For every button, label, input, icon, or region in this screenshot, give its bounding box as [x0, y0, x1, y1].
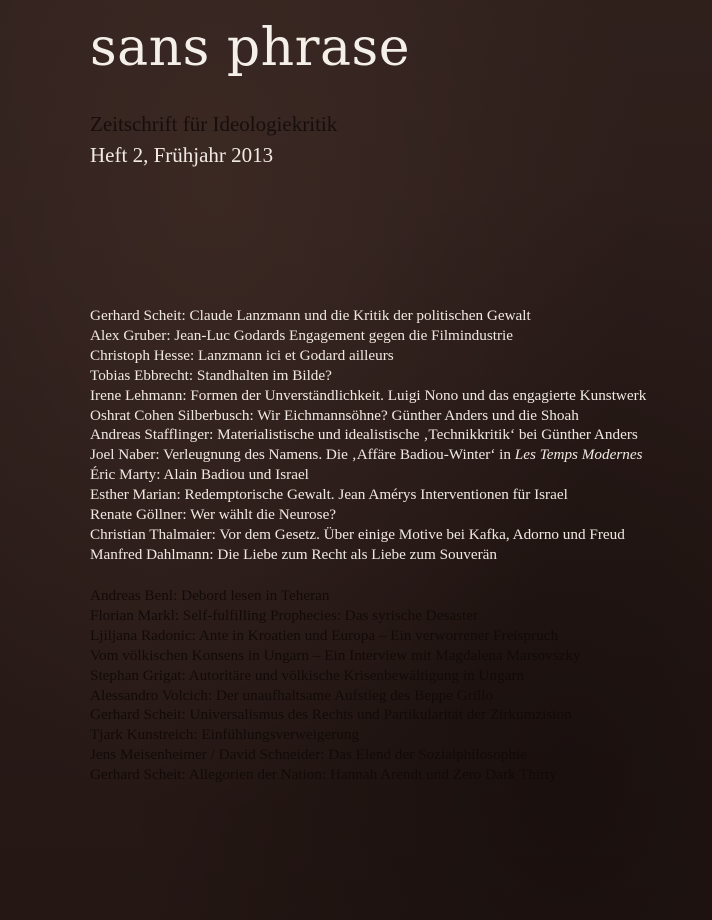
contents-list-main [90, 306, 646, 565]
contents-entry: Stephan Grigat: Autoritäre und völkische Krisenbewältigung in Ungarn [90, 666, 525, 684]
contents-entry: Éric Marty: Alain Badiou und Israel [90, 466, 309, 484]
contents-entry-text: Joel Naber: Verleugnung des Namens. Die ‚Affäre Badiou-Winter‘ in [90, 446, 515, 464]
issue-label: Heft 2, Frühjahr 2013 [90, 143, 274, 167]
contents-entry: Esther Marian: Redemptorische Gewalt. Jean Amérys Interventionen für Israel [90, 486, 568, 504]
contents-entry: Florian Markl: Self-fulfilling Prophecies: Das syrische Desaster [90, 606, 479, 624]
contents-entry [90, 445, 646, 465]
contents-entry: Tjark Kunstreich: Einfühlungsverweigerung [90, 726, 360, 744]
contents-entry: Alessandro Volcich: Der unaufhaltsame Aufstieg des Beppe Grillo [90, 686, 494, 704]
contents-entry: Christian Thalmaier: Vor dem Gesetz. Über einige Motive bei Kafka, Adorno und Freud [90, 525, 625, 543]
contents-entry: Jens Meisenheimer / David Schneider: Das Elend der Sozialphilosophie [90, 746, 527, 764]
contents-entry: Manfred Dahlmann: Die Liebe zum Recht als Liebe zum Souverän [90, 545, 497, 563]
contents-entry: Andreas Benl: Debord lesen in Teheran [90, 587, 330, 604]
contents-entry: Ljiljana Radonic: Ante in Kroatien und Europa – Ein verworrener Freispruch [90, 626, 559, 644]
contents-entry: Andreas Stafflinger: Materialistische und idealistische ‚Technikkritik‘ bei Günther Anders [90, 426, 638, 444]
contents-entry: Gerhard Scheit: Allegorien der Nation: Hannah Arendt und Zero Dark Thirty [90, 766, 558, 784]
contents-entry: Gerhard Scheit: Universalismus des Rechts und Partikularität der Zirkumzision [90, 706, 572, 724]
journal-title: sans phrase [90, 18, 410, 78]
contents-entry-italic: Les Temps Modernes [514, 446, 643, 464]
contents-entry: Christoph Hesse: Lanzmann ici et Godard ailleurs [90, 346, 394, 364]
contents-entry: Oshrat Cohen Silberbusch: Wir Eichmannsöhne? Günther Anders und die Shoah [90, 406, 579, 424]
contents-entry: Vom völkischen Konsens in Ungarn – Ein Interview mit Magdalena Marsovszky [90, 646, 581, 664]
contents-entry: Renate Göllner: Wer wählt die Neurose? [90, 506, 337, 524]
contents-entry: Alex Gruber: Jean-Luc Godards Engagement gegen die Filmindustrie [90, 326, 514, 344]
contents-entry: Irene Lehmann: Formen der Unverständlichkeit. Luigi Nono und das engagierte Kunstwerk [90, 386, 647, 404]
journal-subtitle: Zeitschrift für Ideologiekritik [90, 112, 338, 136]
contents-entry: Gerhard Scheit: Claude Lanzmann und die Kritik der politischen Gewalt [90, 307, 531, 324]
contents-list-secondary [90, 586, 581, 785]
contents-entry: Tobias Ebbrecht: Standhalten im Bilde? [90, 366, 332, 384]
